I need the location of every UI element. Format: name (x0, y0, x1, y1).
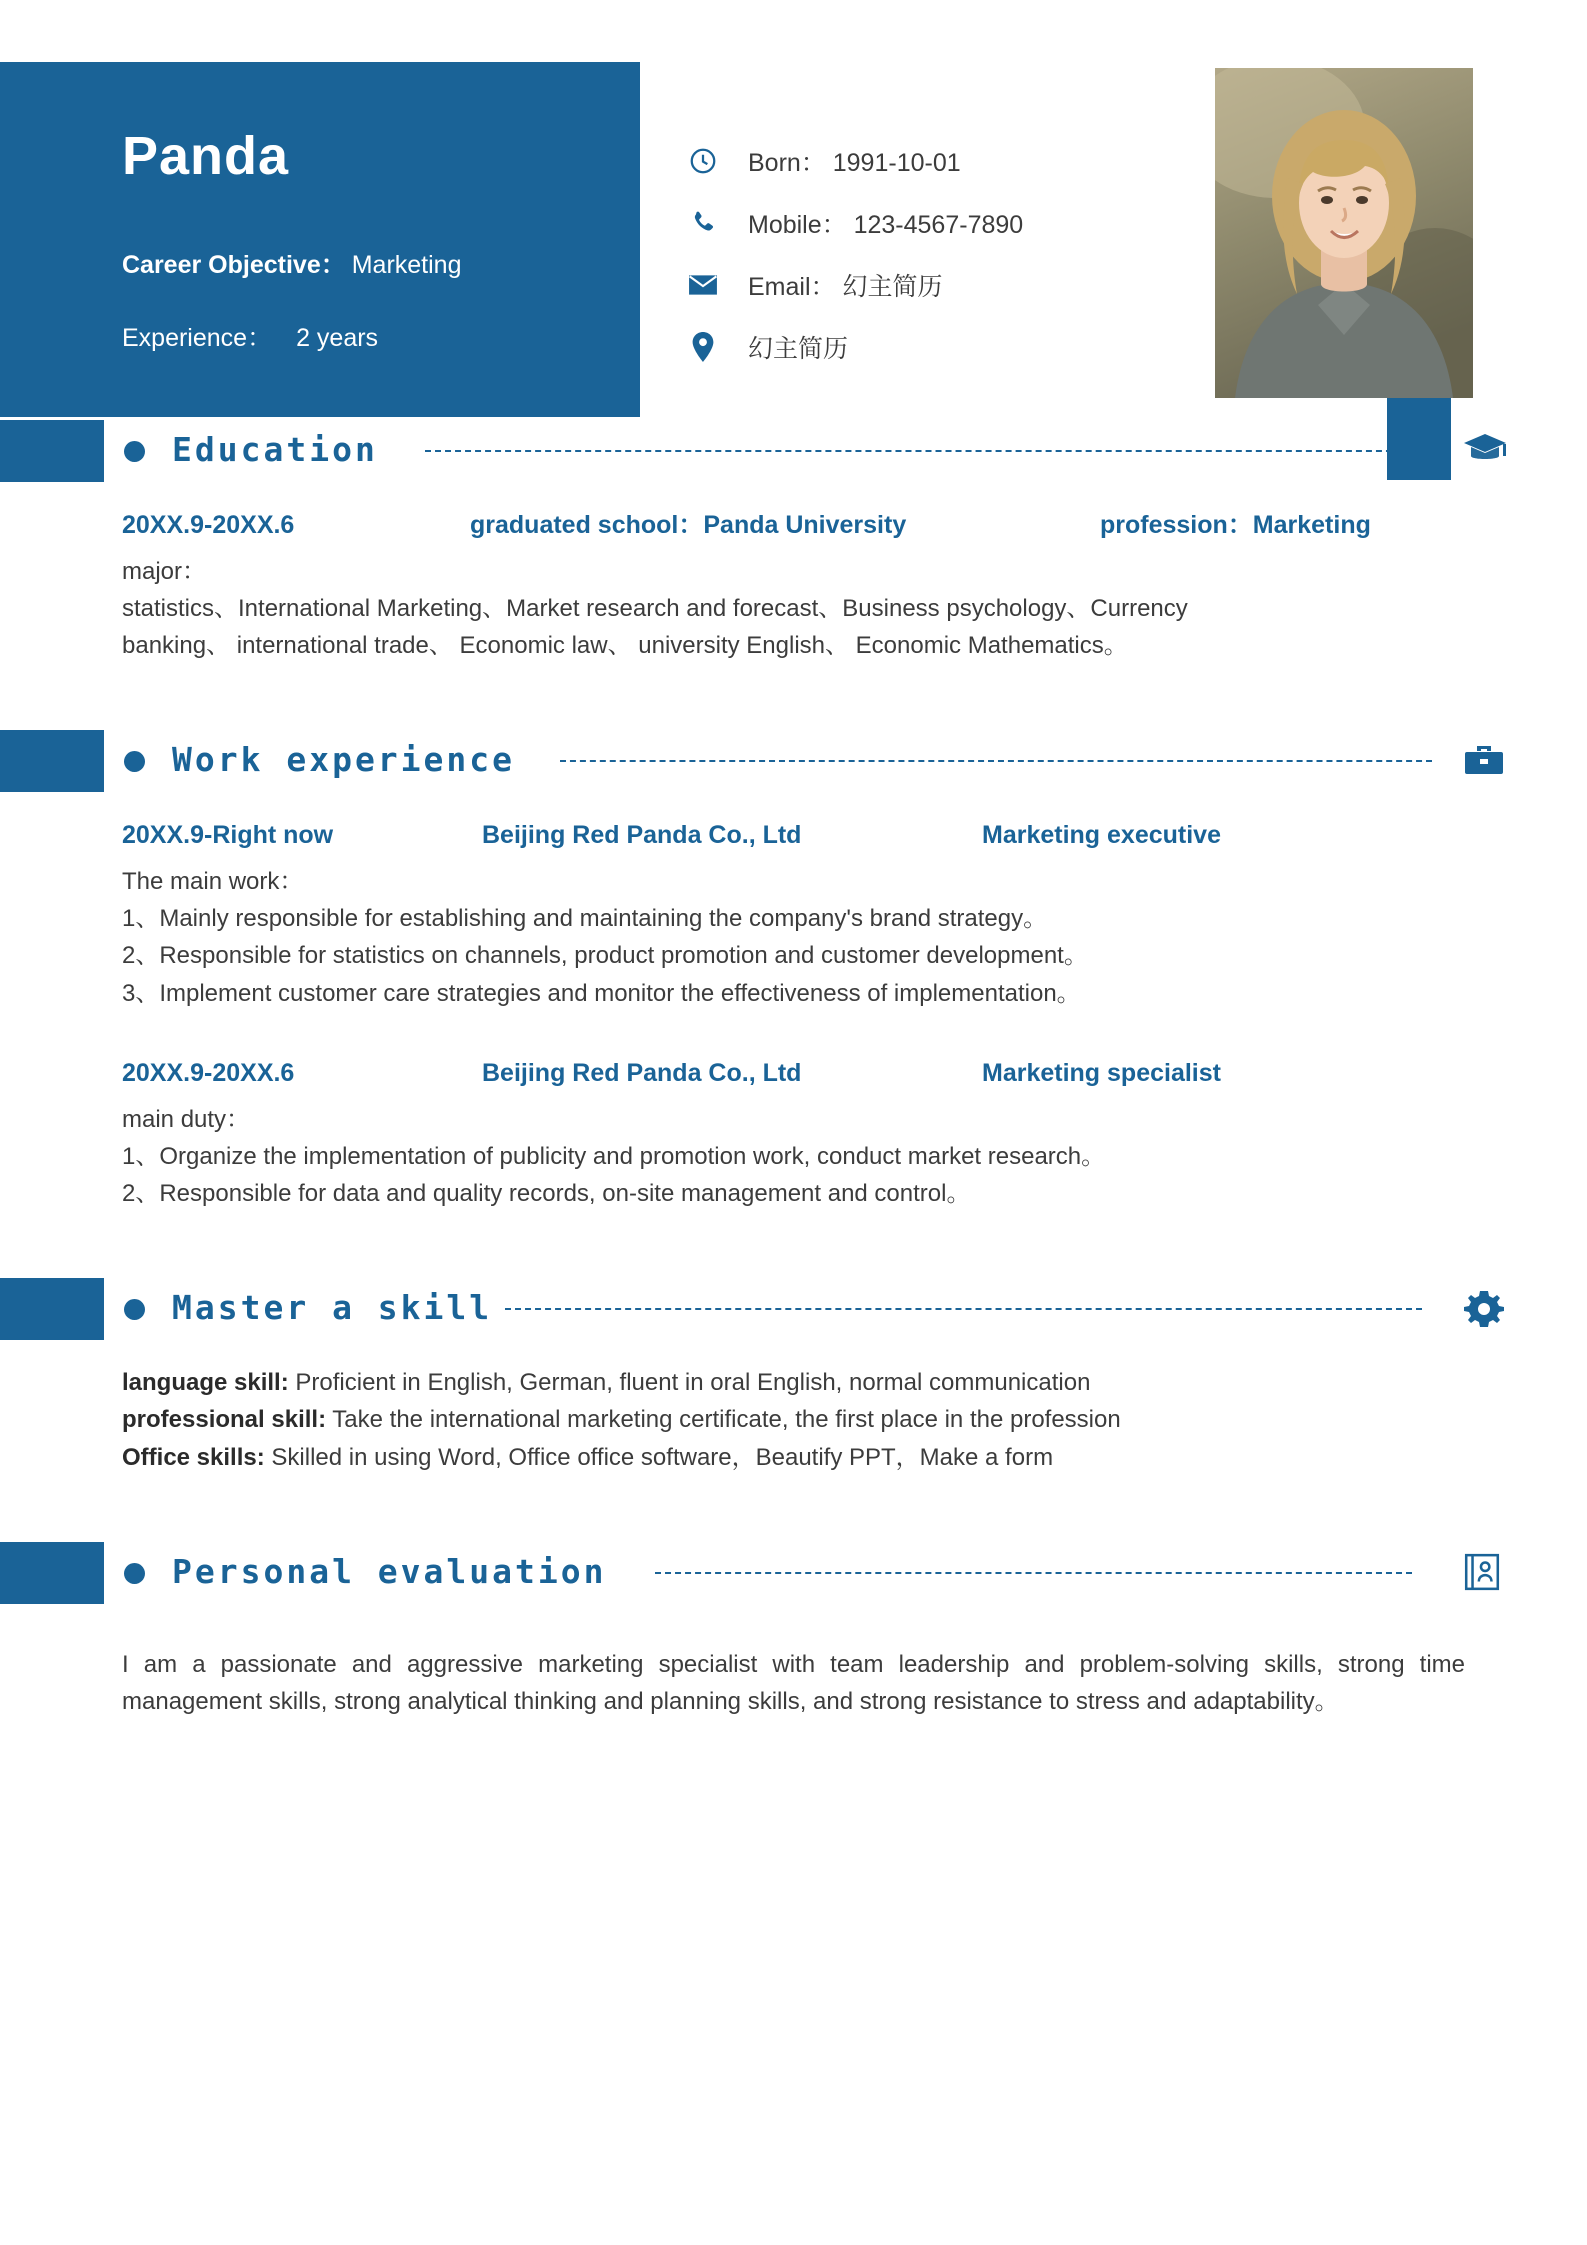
section-tab (0, 730, 104, 792)
section-tab (0, 1278, 104, 1340)
education-major-line-2: banking、 international trade、 Economic law、 university English、 Economic Mathematics。 (122, 632, 1128, 660)
work-intro: main duty： (122, 1105, 251, 1133)
clock-icon (686, 144, 720, 178)
location-icon (686, 330, 720, 364)
section-bullet (124, 1563, 145, 1584)
gear-icon (1463, 1288, 1507, 1330)
contact-item-email (686, 254, 1206, 316)
work-role: Marketing executive (982, 821, 1221, 850)
header-blue-block (0, 62, 640, 417)
section-body-work (122, 792, 1465, 1212)
contact-text-location: 幻主简历 (748, 335, 849, 363)
contact-item-location (686, 316, 1206, 378)
contact-text-mobile: Mobile： 123-4567-7890 (748, 211, 1024, 239)
resume-header (0, 0, 1587, 420)
work-date: 20XX.9-20XX.6 (122, 1058, 295, 1087)
education-major-line-1: statistics、International Marketing、Market research and forecast、Business psychology、Currency (122, 594, 1188, 622)
contact-text-born: Born： 1991-10-01 (748, 149, 961, 177)
work-item: 1、Organize the implementation of publicity and promotion work, conduct market research。 (122, 1142, 1106, 1170)
career-objective (122, 245, 461, 281)
section-body-education (122, 482, 1465, 664)
section-title-education: Education (172, 430, 378, 469)
section-divider (655, 1572, 1412, 1574)
section-body-skills (122, 1340, 1465, 1476)
avatar-photo (1215, 68, 1473, 398)
work-meta-row (122, 1054, 1465, 1093)
skill-value: Take the international marketing certificate, the first place in the profession (332, 1406, 1121, 1434)
graduation-cap-icon (1463, 430, 1507, 472)
section-header-education (0, 420, 1587, 482)
section-title-skills: Master a skill (172, 1288, 493, 1328)
skill-row (122, 1364, 1465, 1401)
education-date: 20XX.9-20XX.6 (122, 511, 295, 539)
section-title-evaluation: Personal evaluation (172, 1551, 607, 1591)
work-company: Beijing Red Panda Co., Ltd (482, 1058, 802, 1087)
work-item: 2、Responsible for statistics on channels, product promotion and customer development。 (122, 942, 1088, 970)
contact-list (686, 130, 1206, 378)
briefcase-icon (1463, 740, 1507, 782)
skill-row (122, 1401, 1465, 1438)
page-title: Panda (122, 126, 290, 186)
work-item: 3、Implement customer care strategies and monitor the effectiveness of implementation。 (122, 979, 1081, 1007)
contact-item-born (686, 130, 1206, 192)
experience-label: Experience： (122, 324, 273, 352)
mail-icon (686, 268, 720, 302)
education-school: graduated school：Panda University (470, 511, 907, 539)
section-bullet (124, 441, 145, 462)
work-item: 2、Responsible for data and quality records, on-site management and control。 (122, 1179, 971, 1207)
section-header-skills (0, 1278, 1587, 1340)
section-divider (425, 450, 1432, 452)
skill-key: Office skills: (122, 1443, 265, 1471)
skill-key: language skill: (122, 1369, 289, 1397)
work-intro: The main work： (122, 868, 304, 896)
career-objective-value: Marketing (351, 251, 462, 279)
experience-value: 2 years (296, 324, 379, 352)
section-bullet (124, 751, 145, 772)
contact-text-email: Email： 幻主简历 (748, 273, 943, 301)
section-tab (0, 1542, 104, 1604)
work-item: 1、Mainly responsible for establishing and maintaining the company's brand strategy。 (122, 905, 1048, 933)
section-divider (505, 1308, 1422, 1310)
section-divider (560, 760, 1432, 762)
education-meta-row (122, 506, 1465, 545)
id-card-icon (1463, 1552, 1507, 1594)
education-major-label: major： (122, 557, 207, 585)
skill-row (122, 1439, 1465, 1476)
section-header-work (0, 730, 1587, 792)
career-objective-label: Career Objective： (122, 251, 346, 279)
section-body-evaluation (122, 1604, 1465, 1720)
experience-years (122, 318, 378, 354)
work-date: 20XX.9-Right now (122, 821, 334, 850)
education-profession: profession：Marketing (1100, 511, 1371, 539)
skill-value: Skilled in using Word, Office office software，Beautify PPT，Make a form (271, 1443, 1054, 1471)
work-role: Marketing specialist (982, 1058, 1221, 1087)
section-bullet (124, 1299, 145, 1320)
contact-item-mobile (686, 192, 1206, 254)
evaluation-text: I am a passionate and aggressive marketing specialist with team leadership and problem-solving skills, strong time management skills, strong analytical thinking and planning skills, and strong resistance to stress and adaptability。 (122, 1650, 1465, 1715)
phone-icon (686, 206, 720, 240)
work-meta-row (122, 816, 1465, 855)
section-header-evaluation (0, 1542, 1587, 1604)
section-tab (0, 420, 104, 482)
section-title-work: Work experience (172, 740, 516, 780)
avatar (1215, 68, 1473, 398)
work-company: Beijing Red Panda Co., Ltd (482, 821, 802, 850)
skill-value: Proficient in English, German, fluent in oral English, normal communication (295, 1369, 1091, 1397)
skill-key: professional skill: (122, 1406, 327, 1434)
